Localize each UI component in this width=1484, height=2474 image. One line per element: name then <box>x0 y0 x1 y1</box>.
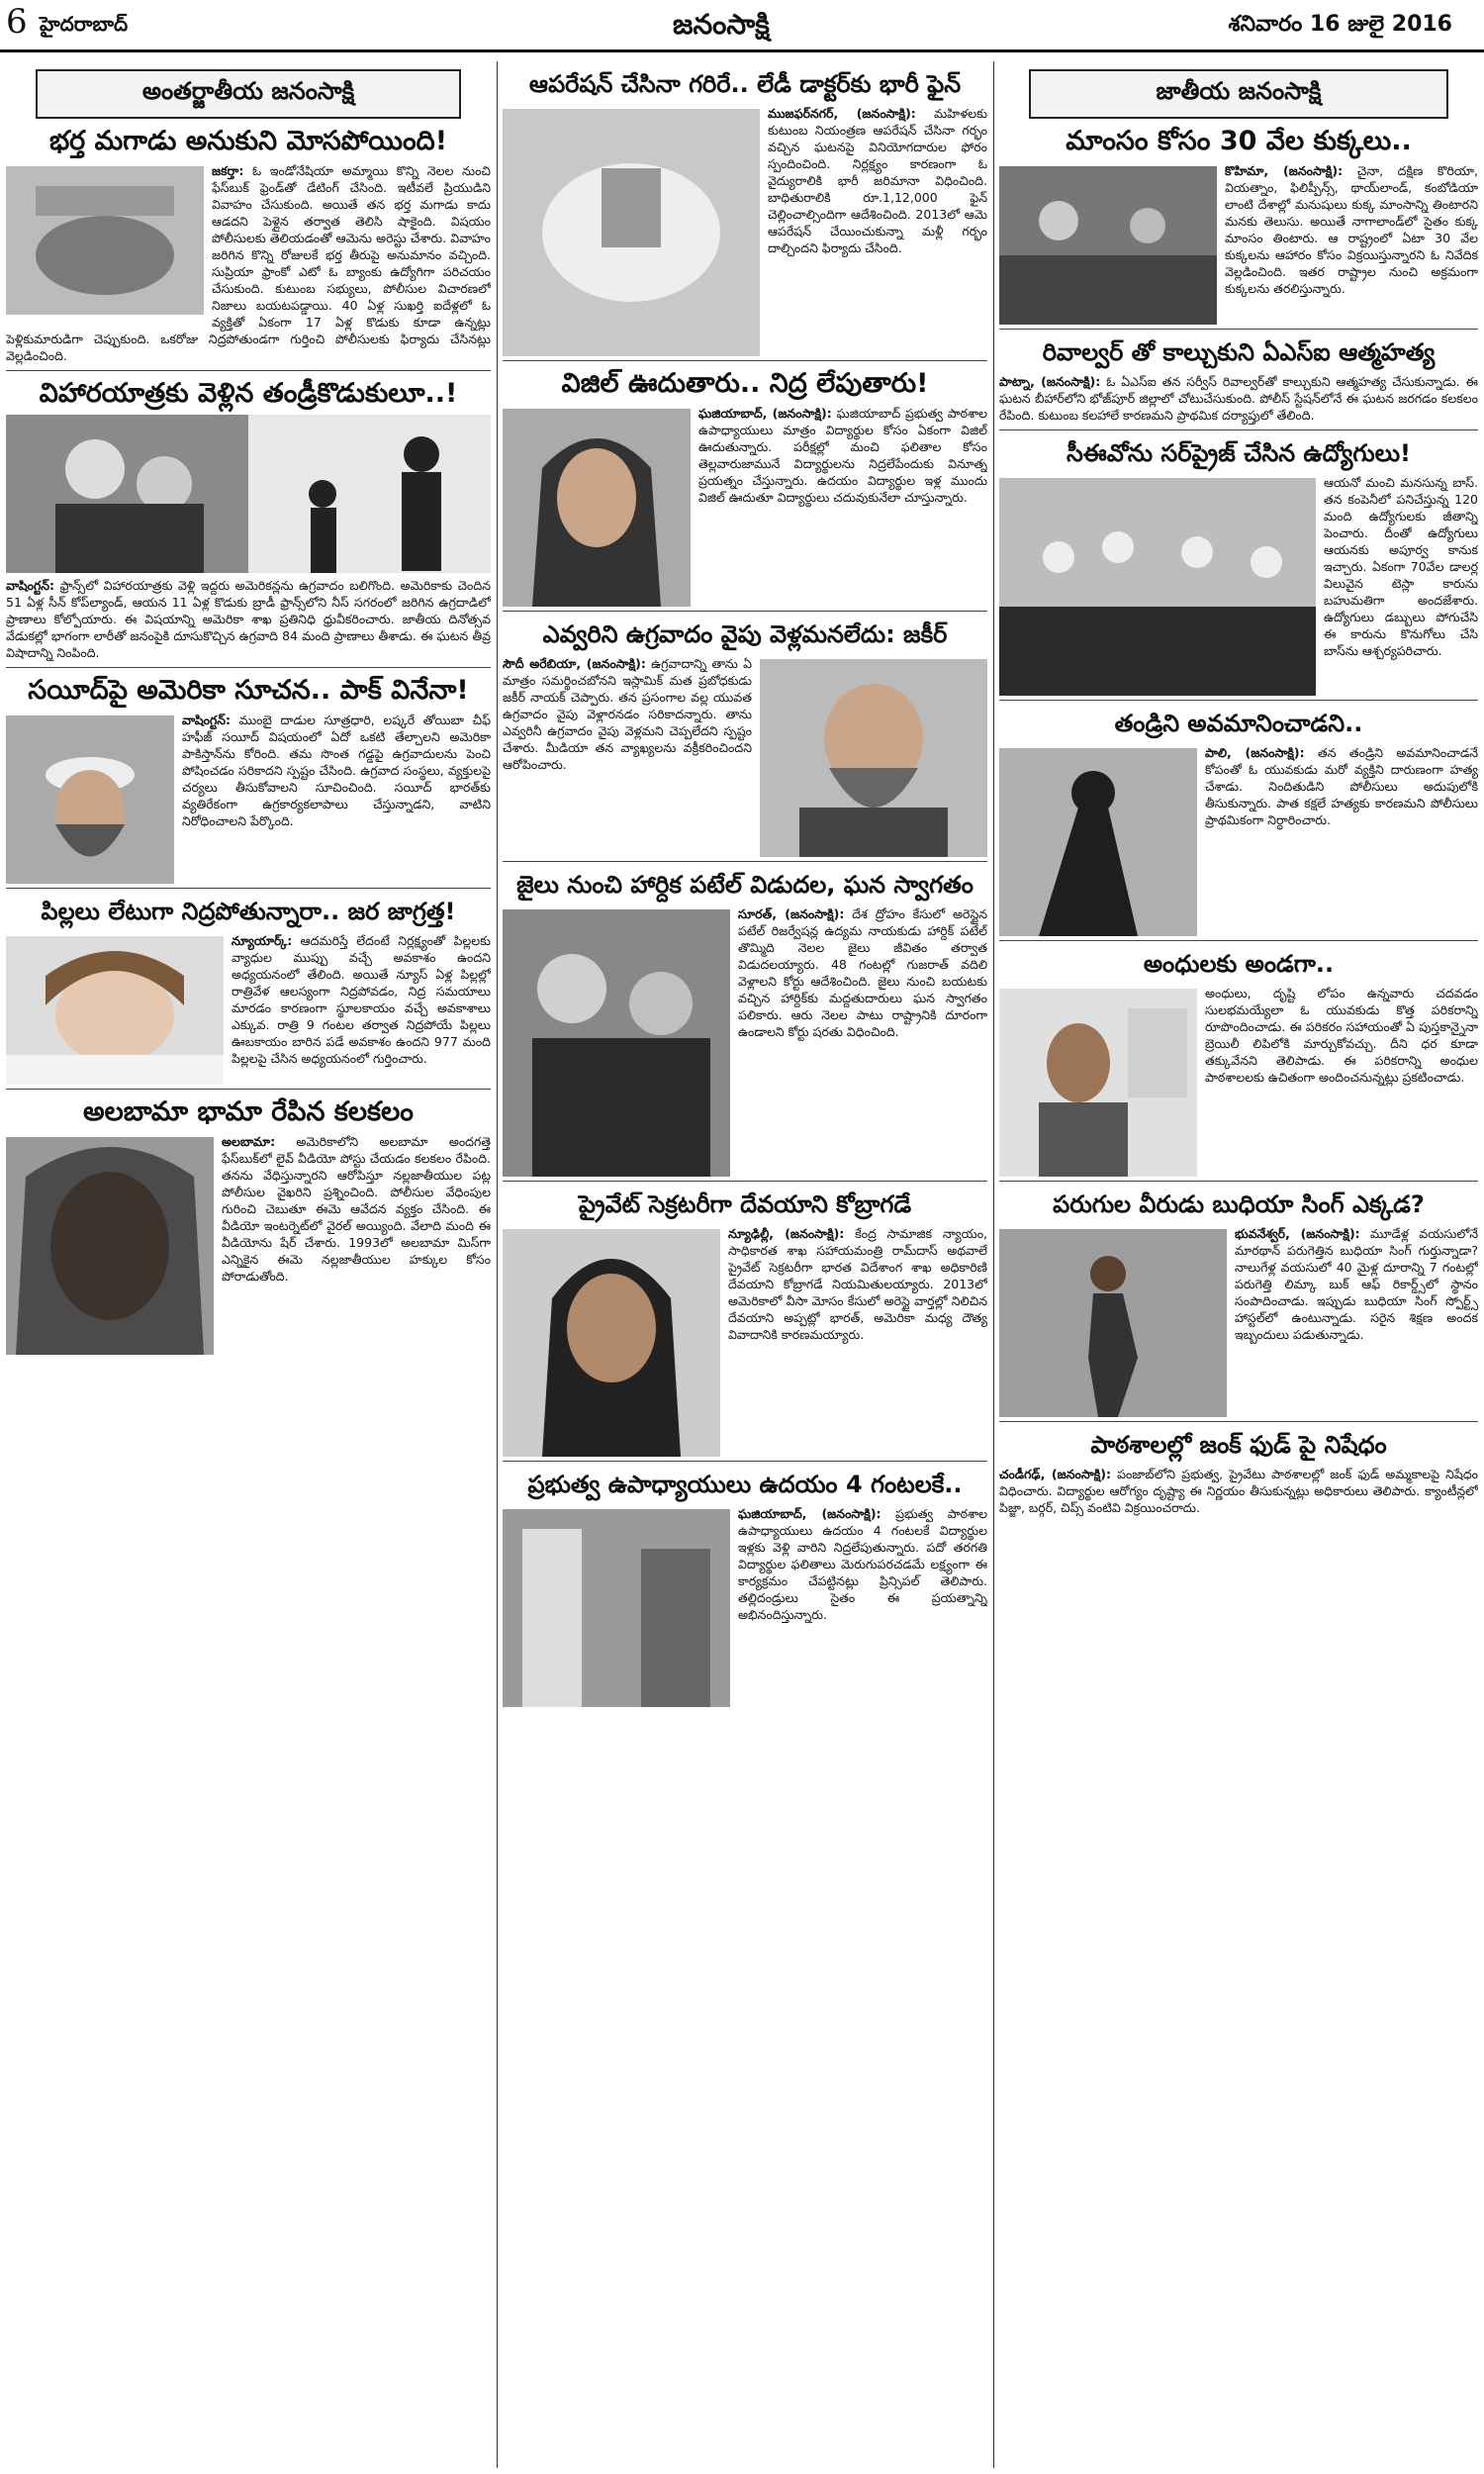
issue-date: శనివారం 16 జులై 2016 <box>1228 12 1452 37</box>
article-body: వాషింగ్టన్: ఫ్రాన్స్‌లో విహారయాత్రకు వెళ్లి ఇద్దరు అమెరికన్లను ఉగ్రవాదం బలిగొంది. అమెరికాకు చెందిన 51 ఏళ్ల సీన్ కోప్‌ల్యాండ్, ఆయన 11 ఏళ్ల కొడుకు బ్రాడీ ఫ్రాన్స్‌లోని నీస్ సగరంలో జరిగిన ఉగ్రదాడిలో ప్రాణాలు కోల్పోయారు. ఈ విషయాన్ని అమెరికా శాఖ ప్రతినిధి ధ్రువీకరించారు. జాతీయ దినోత్సవ వేడుకల్లో భాగంగా లారీతో జనంపైకి దూసుకొచ్చిన ఉగ్రవాది 84 మంది ప్రాణాలు తీశాడు. ఈ ఘటన తీవ్ర విషాదాన్ని నింపింది. <box>6 578 491 660</box>
masthead: జనంసాక్షి <box>673 8 770 41</box>
article-photo <box>503 909 730 1177</box>
column-divider <box>993 61 994 2468</box>
article-photo <box>6 715 174 884</box>
article-headline: విజిల్ ఊదుతారు.. నిద్ర లేపుతారు! <box>561 368 929 399</box>
article-headline: పిల్లలు లేటుగా నిద్రపోతున్నారా.. జర జాగ్రత్త! <box>41 898 456 925</box>
article-headline: జైలు నుంచి హార్దిక పటేల్ విడుదల, ఘన స్వాగతం <box>516 871 974 899</box>
article-headline: మాంసం కోసం 30 వేల కుక్కలు.. <box>1066 126 1412 156</box>
article-photo <box>999 989 1197 1177</box>
article-body: అంధులు, దృష్టి లోపం ఉన్నవారు చదవడం సులభమయ్యేలా ఓ యువకుడు కొత్త పరికరాన్ని రూపొందించాడు. ఈ పరికరం సహాయంతో ఏ పుస్తకాన్నైనా బ్రెయిలీ లిపిలోకి మార్చుకోవచ్చు. దీని ధర కూడా తక్కువేనని తెలిపాడు. ఈ పరికరాన్ని అంధుల పాఠశాలలకు ఉచితంగా అందించనున్నట్లు ప్రకటించాడు. <box>1205 986 1478 1085</box>
article-body: అలబామా: అమెరికాలోని అలబామా అందగత్తె ఫేస్‌బుక్‌లో లైవ్ వీడియో పోస్టు చేయడం కలకలం రేపింది. తనను వేధిస్తున్నారని ఆరోపిస్తూ నల్లజాతీయుల పట్ల పోలీసుల వైఖరిని ప్రశ్నించింది. పోలీసుల వేధింపుల గురించి చెబుతూ ఈమె ఆవేదన వ్యక్తం చేసింది. ఈ వీడియో ఇంటర్నెట్‌లో వైరల్ అయ్యింది. వేలాది మంది ఈ వీడియోను షేర్ చేశారు. 1993లో అలబామా మిస్‌గా ఎన్నికైన ఈమె నల్లజాతీయుల హక్కుల కోసం పోరాడుతోంది. <box>222 1134 491 1284</box>
column-divider <box>497 61 498 2468</box>
middle-column <box>503 61 987 2468</box>
page-header <box>0 0 1484 57</box>
article-headline: భర్త మగాడు అనుకుని మోసపోయింది! <box>48 126 448 156</box>
article-headline: పరుగుల వీరుడు బుధియా సింగ్ ఎక్కడ? <box>1053 1190 1425 1218</box>
article-headline: విహారయాత్రకు వెళ్లిన తండ్రీకొడుకులూ..! <box>39 378 458 409</box>
article-headline: ఎవ్వరిని ఉగ్రవాదం వైపు వెళ్లమనలేదు: జకీర్ <box>542 620 948 648</box>
article-photo <box>999 1229 1227 1417</box>
article-photo <box>6 166 204 315</box>
header-rule <box>0 49 1484 52</box>
article-headline: ప్రభుత్వ ఉపాధ్యాయులు ఉదయం 4 గంటలకే.. <box>527 1471 963 1498</box>
article-photo <box>6 1137 214 1355</box>
article-photo <box>503 1509 730 1707</box>
article-body: న్యూయార్క్: ఆదమరిస్తే లేదంటే నిర్లక్ష్యంతో పిల్లలకు వ్యాధుల ముప్పు వచ్చే అవకాశం ఉందని అధ్యయనంలో తేలింది. అయితే న్యూస్ ఏళ్ల పిల్లల్లో రాత్రివేళ ఆలస్యంగా నిద్రపోవడం, నిద్ర సమయాలు మారడం కారణంగా స్థూలకాయం వచ్చే అవకాశాలు ఎక్కువ. రాత్రి 9 గంటల తర్వాత నిద్రపోయే పిల్లలు ఊబకాయం బారిన పడే అవకాశం ఉందని 977 మంది పిల్లలపై చేసిన అధ్యయనంలో గుర్తించారు. <box>232 933 491 1066</box>
article-photo <box>999 748 1197 936</box>
article-body: కొహిమా, (జనంసాక్షి): చైనా, దక్షిణ కొరియా, వియత్నాం, ఫిలిప్పీన్స్, థాయ్‌లాండ్, కంబోడియా లాంటి దేశాల్లో మనుషులు కుక్క మాంసాన్ని తింటారని మనకు తెలుసు. అయితే నాగాలాండ్‌లో సైతం కుక్క మాంసం తింటారు. ఆ రాష్ట్రంలో ఏటా 30 వేల కుక్కలను ఆహారం కోసం విక్రయిస్తున్నారని ఓ నివేదిక వెల్లడించింది. ఇతర రాష్ట్రాల నుంచి అక్రమంగా కుక్కలను తరలిస్తున్నారు. <box>1225 163 1478 296</box>
article-headline: తండ్రిని అవమానించాడని.. <box>1114 710 1363 737</box>
page-number: 6 <box>6 2 28 42</box>
article-body: ఘజియాబాద్, (జనంసాక్షి): ఘజియాబాద్ ప్రభుత్వ పాఠశాల ఉపాధ్యాయులు మాత్రం విద్యార్థుల కోసం ఏకంగా విజిల్ ఊదుతున్నారు. పరీక్షల్లో మంచి ఫలితాల కోసం తెల్లవారుజామునే విద్యార్థులను నిద్రలేపేందుకు వినూత్న ప్రయత్నం చేస్తున్నారు. ఉదయం విద్యార్థుల ఇళ్ల ముందు విజిల్ ఊదుతూ విద్యార్థులు చదువుకునేలా చూస్తున్నారు. <box>698 406 987 505</box>
article-body: జకర్తా: ఓ ఇండోనేషియా అమ్మాయి కొన్ని నెలల నుంచి ఫేస్‌బుక్ ఫ్రెండ్‌తో డేటింగ్ చేసింది. ఇటీవలే ప్రియుడిని వివాహం చేసుకుంది. అయితే తన భర్త మగాడు కాదు ఆడదని పెళ్లైన తర్వాత తెలిసి షాకైంది. విషయం పోలీసులకు తెలియడంతో ఆమెను అరెస్టు చేశారు. వివాహం జరిగిన కొన్ని రోజులకే భర్త తీరుపై అనుమానం వచ్చింది. సుప్రియా ఫ్రాంకో ఎటో ఓ బ్యాంకు ఉద్యోగిగా పరిచయం చేసుకుంది. కుటుంబ సభ్యులు, పోలీసుల విచారణలో నిజాలు బయటపడ్డాయి. 40 ఏళ్ల సుఖర్తి ఐదేళ్లలో ఓ వ్యక్తితో ఏకంగా 17 ఏళ్ల కొడుకు కూడా ఉన్నట్లు పెళ్లికుమారుడిగా చెప్పుకుంది. ఒకరోజు నిద్రపోతుండగా గుర్తించి పోలీసులకు ఫిర్యాదు చేసినట్లు వెల్లడించింది. <box>6 163 491 363</box>
article-body: సౌదీ అరేబియా, (జనంసాక్షి): ఉగ్రవాదాన్ని తాను ఏ మాత్రం సమర్థించబోనని ఇస్లామిక్ మత ప్రబోధకుడు జకీర్ నాయక్ చెప్పారు. తన ప్రసంగాల వల్ల యువత ఉగ్రవాదం వైపు వెళ్లారనడం సరికాదన్నారు. తాను ఎవ్వరినీ ఉగ్రవాదం వైపు వెళ్లమని చెప్పలేదని స్పష్టం చేశారు. మీడియా తన వ్యాఖ్యలను వక్రీకరించిందని ఆరోపించారు. <box>503 656 752 772</box>
article-headline: పాఠశాలల్లో జంక్ ఫుడ్ పై నిషేధం <box>1090 1431 1387 1459</box>
article-photo <box>999 478 1316 696</box>
article-body: ముజఫర్‌నగర్, (జనంసాక్షి): మహిళలకు కుటుంబ నియంత్రణ ఆపరేషన్ చేసినా గర్భం వచ్చిన ఘటనపై వినియోగదారుల ఫోరం స్పందించింది. నిర్లక్ష్యం కారణంగా ఓ వైద్యురాలికి భారీ జరిమానా విధించింది. బాధితురాలికి రూ.1,12,000 ఫైన్ చెల్లించాల్సిందిగా ఆదేశించింది. 2013లో ఆమె ఆపరేషన్ చేయించుకున్నా మళ్లీ గర్భం దాల్చిందని ఫిర్యాదు చేసింది. <box>768 106 987 255</box>
article-photo <box>503 109 760 356</box>
article-body: భువనేశ్వర్, (జనంసాక్షి): మూడేళ్ల వయసులోనే మారథాన్ పరుగెత్తిన బుధియా సింగ్ గుర్తున్నాడా? నాలుగేళ్ల వయసులో 40 మైళ్ల దూరాన్ని 7 గంటల్లో పరుగెత్తి లిమ్కా బుక్ ఆఫ్ రికార్డ్స్‌లో స్థానం సంపాదించాడు. ఇప్పుడు బుధియా సింగ్ స్పోర్ట్స్ హాస్టల్‌లో ఉంటున్నాడు. సరైన శిక్షణ అందక ఇబ్బందులు పడుతున్నాడు. <box>1235 1226 1478 1342</box>
article-headline: సయీద్‌పై అమెరికా సూచన.. పాక్ వినేనా! <box>28 675 469 706</box>
page-city: హైదరాబాద్ <box>40 12 129 36</box>
article-body: ఆయనో మంచి మనసున్న బాస్. తన కంపెనీలో పనిచేస్తున్న 120 మంది ఉద్యోగులకు జీతాన్ని పెంచారు. దీంతో ఉద్యోగులు ఆయనకు అపూర్వ కానుక ఇచ్చారు. ఏకంగా 70వేల డాలర్ల విలువైన టెస్లా కారును బహుమతిగా అందజేశారు. ఉద్యోగులు డబ్బులు పోగుచేసి ఈ కారును కొనుగోలు చేసి బాస్‌ను ఆశ్చర్యపరిచారు. <box>1324 475 1478 658</box>
article-body: పాట్నా, (జనంసాక్షి): ఓ ఏఎస్ఐ తన సర్వీస్ రివాల్వర్‌తో కాల్చుకుని ఆత్మహత్య చేసుకున్నాడు. ఈ ఘటన బీహార్‌లోని భోజ్‌పూర్ జిల్లాలో చోటుచేసుకుంది. పోలీస్ స్టేషన్‌లోనే ఈ ఘటన జరగడం కలకలం రేపింది. కుటుంబ కలహాలే కారణమని ప్రాథమిక దర్యాప్తులో తేలింది. <box>999 374 1478 423</box>
article-body: వాషింగ్టన్: ముంబై దాడుల సూత్రధారి, లష్కరే తోయిబా చీఫ్ హఫీజ్ సయీద్ విషయంలో ఏదో ఒకటి తేల్చాలని అమెరికా పాకిస్తాన్‌ను కోరింది. తమ సొంత గడ్డపై ఉగ్రవాదులను పెంచి పోషించడం సరికాదని స్పష్టం చేసింది. ఉగ్రవాద సంస్థలు, వ్యక్తులపై చర్యలు తీసుకోవాలని సూచించింది. సయీద్ భారత్‌కు వ్యతిరేకంగా ఉగ్రకార్యకలాపాలు చేస్తున్నాడని, వాటిని నిరోధించాలని పేర్కొంది. <box>182 713 491 828</box>
national-column <box>999 61 1478 2468</box>
article-body: న్యూఢిల్లీ, (జనంసాక్షి): కేంద్ర సామాజిక న్యాయం, సాధికారత శాఖ సహాయమంత్రి రామ్‌దాస్ అథవాలే ప్రైవేట్ సెక్రటరీగా భారత విదేశాంగ శాఖ అధికారిణి దేవయాని కోబ్రాగడే నియమితులయ్యారు. 2013లో అమెరికాలో వీసా మోసం కేసులో అరెస్టై వార్తల్లో నిలిచిన దేవయాని అప్పట్లో భారత్, అమెరికా మధ్య దౌత్య వివాదానికి కారణమయ్యారు. <box>728 1226 987 1342</box>
article-headline: ప్రైవేట్ సెక్రటరీగా దేవయాని కోబ్రాగడే <box>578 1190 912 1218</box>
article-body: పాలి, (జనంసాక్షి): తన తండ్రిని అవమానించాడనే కోపంతో ఓ యువకుడు మరో వ్యక్తిని దారుణంగా హత్య చేశాడు. నిందితుడిని పోలీసులు అదుపులోకి తీసుకున్నారు. పాత కక్షలే హత్యకు కారణమని పోలీసులు ప్రాథమికంగా నిర్ధారించారు. <box>1205 745 1478 827</box>
section-header-national: జాతీయ జనంసాక్షి <box>1029 69 1448 119</box>
article-headline: రివాల్వర్ తో కాల్చుకుని ఏఎస్ఐ ఆత్మహత్య <box>1042 338 1436 366</box>
article-headline: అంధులకు అండగా.. <box>1143 950 1335 978</box>
article-body: ఘజియాబాద్, (జనంసాక్షి): ప్రభుత్వ పాఠశాల ఉపాధ్యాయులు ఉదయం 4 గంటలకే విద్యార్థుల ఇళ్లకు వెళ్లి వారిని నిద్రలేపుతున్నారు. పదో తరగతి విద్యార్థుల ఫలితాలు మెరుగుపరచడమే లక్ష్యంగా ఈ కార్యక్రమం చేపట్టినట్లు ప్రిన్సిపల్ తెలిపారు. తల్లిదండ్రులు సైతం ఈ ప్రయత్నాన్ని అభినందిస్తున్నారు. <box>738 1506 987 1622</box>
article-photo <box>503 1229 720 1457</box>
article-photo <box>503 409 691 607</box>
section-header-international: అంతర్జాతీయ జనంసాక్షి <box>36 69 461 119</box>
article-photo <box>999 166 1217 325</box>
international-column <box>6 61 491 2468</box>
article-body: సూరత్, (జనంసాక్షి): దేశ ద్రోహం కేసులో అరెస్టైన పటేల్ రిజర్వేషన్ల ఉద్యమ నాయకుడు హార్దిక్ పటేల్ తొమ్మిది నెలల జైలు జీవితం తర్వాత విడుదలయ్యారు. 48 గంటల్లో గుజరాత్ వదిలి వెళ్లాలని కోర్టు ఆదేశించింది. జైలు నుంచి బయటకు వచ్చిన హార్దిక్‌కు మద్దతుదారులు ఘన స్వాగతం పలికారు. ఆరు నెలల పాటు రాష్ట్రానికి దూరంగా ఉండాలని కోర్టు షరతు విధించింది. <box>738 906 987 1039</box>
article-body: చండీగఢ్, (జనంసాక్షి): పంజాబ్‌లోని ప్రభుత్వ, ప్రైవేటు పాఠశాలల్లో జంక్ ఫుడ్ అమ్మకాలపై నిషేధం విధించారు. విద్యార్థుల ఆరోగ్యం దృష్ట్యా ఈ నిర్ణయం తీసుకున్నట్లు అధికారులు తెలిపారు. క్యాంటీన్లలో పిజ్జా, బర్గర్, చిప్స్ వంటివి విక్రయించరాదు. <box>999 1467 1478 1515</box>
article-headline: ఆపరేషన్ చేసినా గరిరే.. లేడీ డాక్టర్‌కు భారీ ఫైన్ <box>528 70 962 98</box>
article-photo <box>760 659 987 857</box>
article-photo <box>6 936 224 1085</box>
article-photo <box>6 415 491 573</box>
article-headline: అలబామా భామా రేపిన కలకలం <box>83 1096 414 1127</box>
article-headline: సీఈవోను సర్‌ప్రైజ్ చేసిన ఉద్యోగులు! <box>1067 439 1411 467</box>
